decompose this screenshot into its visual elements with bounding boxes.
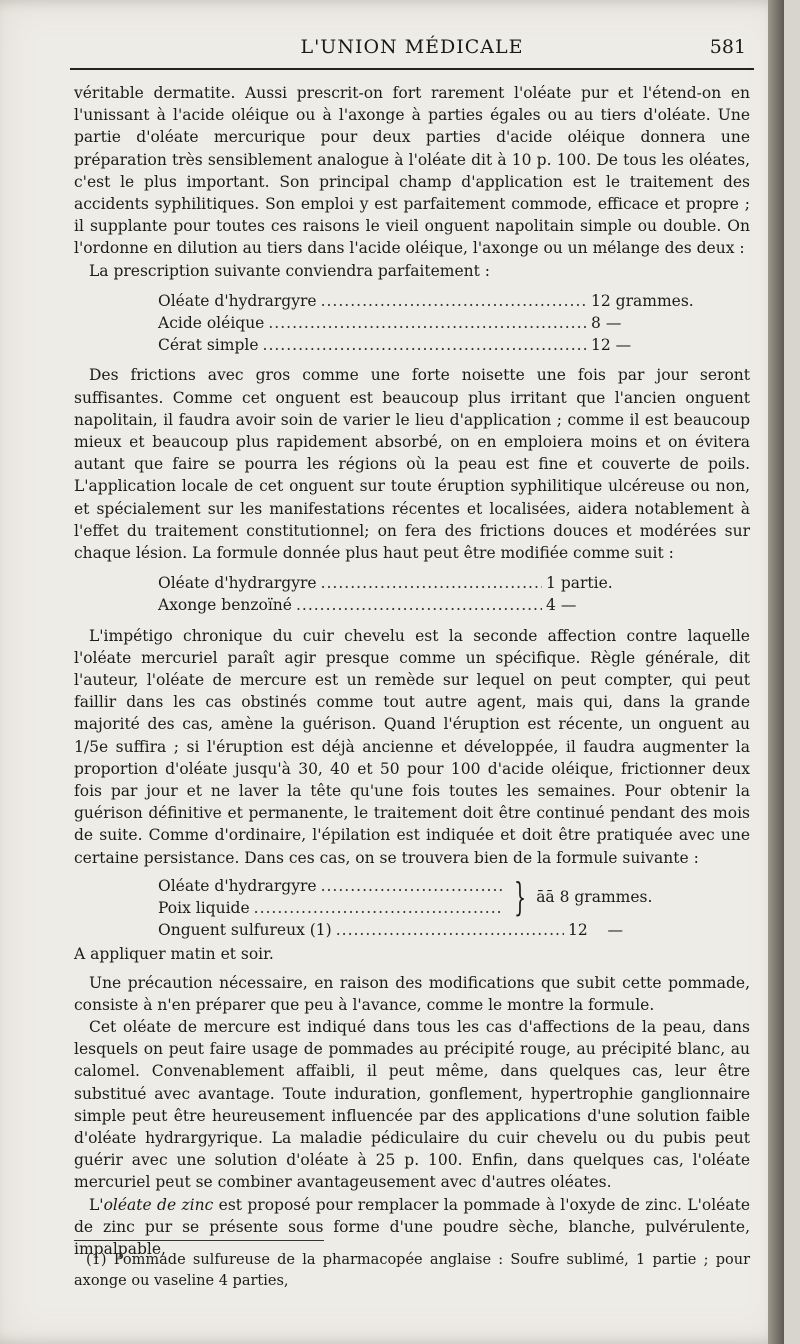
ingredient-row: [158, 312, 703, 334]
ingredient-row: [158, 897, 508, 919]
paragraph-8: L'oléate de zinc est proposé pour remplacer la pommade à l'oxyde de zinc. L'oléate de zinc pur se présente sous forme d'une poudre sèche, blanche, pulvérulente, impalpable,: [74, 1195, 750, 1259]
ingredient-name: Acide oléique: [158, 314, 265, 333]
prescription-3: [158, 875, 658, 942]
page-edge-shadow: [768, 0, 784, 1344]
ingredient-row: [158, 290, 703, 312]
curly-brace-icon: }: [514, 875, 527, 920]
ingredient-name: Poix liquide: [158, 899, 250, 918]
paragraph-7: Cet oléate de mercure est indiqué dans tous les cas d'affections de la peau, dans lesquels on peut faire usage de pommades au précipité rouge, au précipité blanc, au calomel. Convenablement affaibli, il peut même, dans quelques cas, leur être substitué avec avantage. Toute induration, gonflement, hypertrophie ganglionnaire simple peut être heureusement influencée par des applications d'une solution faible d'oléate hydrargyrique. La maladie pédiculaire du cuir chevelu ou du pubis peut guérir avec une solution d'oléate à 25 p. 100. Enfin, dans quelques cas, l'oléate mercuriel peut se combiner avantageusement avec d'autres oléates.: [74, 1018, 750, 1192]
dot-leader: [268, 312, 587, 334]
body-text: [74, 82, 750, 1260]
prescription-2: [158, 572, 658, 616]
dot-leader: [336, 919, 564, 941]
ingredient-quantity: 8 —: [591, 314, 622, 333]
ingredient-quantity: āā 8 grammes.: [536, 887, 653, 906]
ingredient-quantity: 4 —: [546, 596, 577, 615]
ingredient-quantity: 12 grammes.: [591, 291, 694, 310]
ingredient-name: Oléate d'hydrargyre: [158, 291, 317, 310]
ingredient-name: Oléate d'hydrargyre: [158, 574, 317, 593]
ingredient-row: [158, 919, 638, 941]
ingredient-row: [158, 334, 703, 356]
page-number: 581: [709, 36, 746, 58]
running-head: L'UNION MÉDICALE: [300, 36, 524, 58]
header-rule: [70, 68, 754, 70]
ingredient-row: [158, 572, 658, 594]
braced-ingredients: [158, 875, 658, 919]
ingredient-quantity: 1 partie.: [546, 574, 613, 593]
dot-leader: [321, 290, 587, 312]
paragraph-6: Une précaution nécessaire, en raison des modifications que subit cette pommade, consiste à n'en préparer que peu à l'avance, comme le montre la formule.: [74, 973, 750, 1014]
footnote: (1) Pommade sulfureuse de la pharmacopée anglaise : Soufre sublimé, 1 partie ; pour axonge ou vaseline 4 parties,: [74, 1252, 750, 1289]
dot-leader: [263, 334, 587, 356]
paragraph-2: La prescription suivante conviendra parfaitement :: [89, 261, 491, 280]
ingredient-quantity: 12 —: [591, 336, 632, 355]
ingredient-name: Oléate d'hydrargyre: [158, 876, 317, 895]
ingredient-name: Cérat simple: [158, 336, 259, 355]
dot-leader: [254, 897, 504, 919]
paragraph-3: Des frictions avec gros comme une forte noisette une fois par jour seront suffisantes. Comme cet onguent est beaucoup plus irritant que l'ancien onguent napolitain, il faudra avoir soin de varier le lieu d'application ; comme il est beaucoup mieux et beaucoup plus rapidement absorbé, on en emploiera moins et on évitera autant que faire se pourra les régions où la peau est fine et couverte de poils. L'application locale de cet onguent sur toute éruption syphilitique ulcéreuse ou non, et spécialement sur les manifestations récentes et localisées, aidera notablement à l'effet du traitement constitutionnel; on fera des frictions douces et modérées sur chaque lésion. La formule donnée plus haut peut être modifiée comme suit :: [74, 366, 750, 563]
italic-term: oléate de zinc: [103, 1195, 214, 1214]
ingredient-quantity: 12 —: [568, 921, 623, 940]
footnote-rule: [74, 1240, 324, 1241]
paragraph-4: L'impétigo chronique du cuir chevelu est la seconde affection contre laquelle l'oléate mercuriel paraît agir presque comme un spécifique. Règle générale, dit l'auteur, l'oléate de mercure est un remède sur lequel on peut compter, qui peut faillir dans les cas obstinés comme tout autre agent, mais qui, dans la grande majorité des cas, amène la guérison. Quand l'éruption est récente, un onguent au 1/5e suffira ; si l'éruption est déjà ancienne et développée, il faudra augmenter la proportion d'oléate jusqu'à 30, 40 et 50 pour 100 d'acide oléique, frictionner deux fois par jour et ne laver la tête qu'une fois toutes les semaines. Pour obtenir la guérison définitive et permanente, le traitement doit être continué pendant des mois de suite. Comme d'ordinaire, l'épilation est indiquée et doit être pratiquée avec une certaine persistance. Dans ces cas, on se trouvera bien de la formule suivante :: [74, 626, 750, 867]
prescription-1: [158, 290, 703, 357]
dot-leader: [296, 594, 542, 616]
dot-leader: [321, 875, 504, 897]
page-header: [70, 36, 754, 66]
ingredient-row: [158, 875, 508, 897]
ingredient-name: Axonge benzoïné: [158, 596, 292, 615]
ingredient-name: Onguent sulfureux (1): [158, 921, 332, 940]
dot-leader: [321, 572, 542, 594]
paragraph-5: A appliquer matin et soir.: [74, 945, 274, 964]
paragraph-1: véritable dermatite. Aussi prescrit-on fort rarement l'oléate pur et l'étend-on en l'unissant à l'acide oléique ou à l'axonge à parties égales ou au tiers d'oléate. Une partie d'oléate mercurique pour deux parties d'acide oléique donnera une préparation très sensiblement analogue à l'oléate dit à 10 p. 100. De tous les oléates, c'est le plus important. Son principal champ d'application est le traitement des accidents syphilitiques. Son emploi y est parfaitement commode, efficace et propre ; il supplante pour toutes ces raisons le vieil onguent napolitain simple ou double. On l'ordonne en dilution au tiers dans l'acide oléique, l'axonge ou un mélange des deux :: [74, 84, 750, 258]
ingredient-row: [158, 594, 658, 616]
